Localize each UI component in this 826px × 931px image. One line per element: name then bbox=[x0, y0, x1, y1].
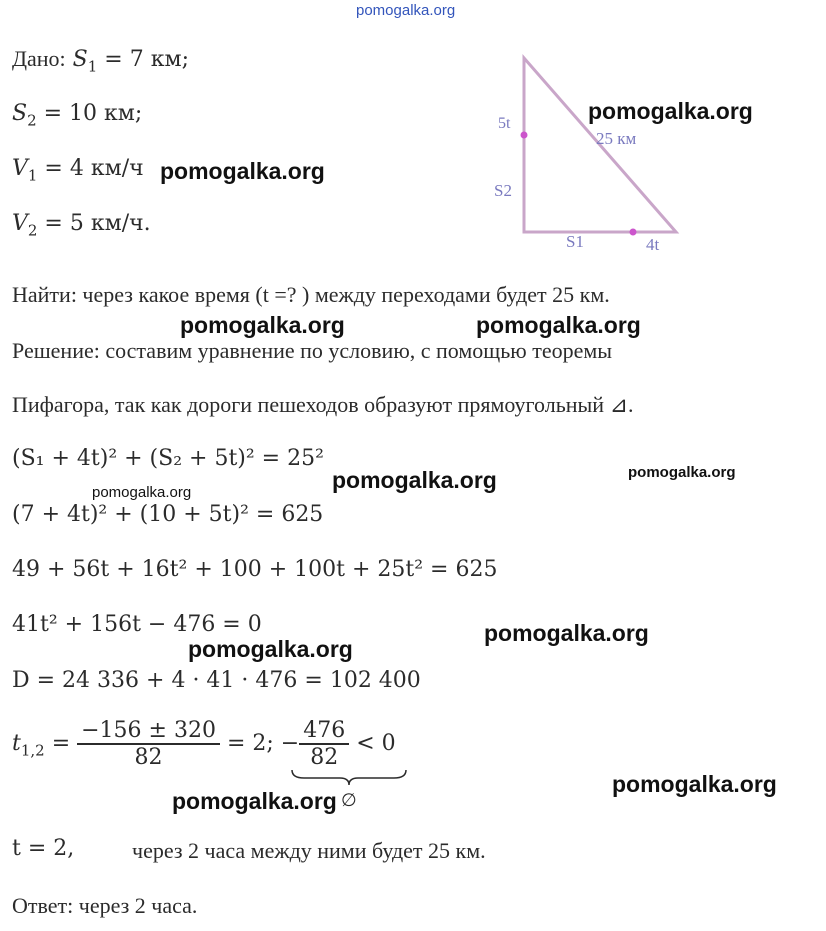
v1-symbol: V bbox=[12, 156, 28, 181]
watermark: pomogalka.org bbox=[180, 312, 345, 338]
equation-1: (S₁ + 4t)² + (S₂ + 5t)² = 25² bbox=[12, 446, 324, 471]
watermark: pomogalka.org bbox=[188, 636, 353, 662]
find-line: Найти: через какое время (t =? ) между переходами будет 25 км. bbox=[12, 282, 610, 307]
empty-set: ∅ bbox=[341, 790, 357, 811]
given-label: Дано: bbox=[12, 46, 66, 71]
s1-sub: 1 bbox=[87, 57, 98, 76]
label-hyp: 25 км bbox=[596, 129, 637, 148]
fraction-2-den: 82 bbox=[310, 745, 339, 770]
fraction-1-den: 82 bbox=[134, 745, 163, 770]
given-v2 bbox=[12, 211, 151, 239]
s2-value: = 10 км; bbox=[36, 101, 143, 126]
watermark: pomogalka.org bbox=[476, 312, 641, 338]
watermark: pomogalka.org bbox=[484, 620, 649, 646]
roots-line bbox=[12, 718, 396, 770]
watermark: pomogalka.org bbox=[628, 464, 736, 481]
v2-symbol: V bbox=[12, 211, 28, 236]
triangle-figure bbox=[480, 50, 710, 260]
fraction-2 bbox=[299, 718, 349, 770]
watermark: pomogalka.org bbox=[160, 158, 325, 184]
fraction-1-num: −156 ± 320 bbox=[77, 718, 220, 745]
given-v1 bbox=[12, 156, 144, 184]
result-eq: t = 2, bbox=[12, 836, 75, 861]
solution-line-2: Пифагора, так как дороги пешеходов образуют прямоугольный ⊿. bbox=[12, 392, 634, 417]
v2-value: = 5 км/ч. bbox=[37, 211, 151, 236]
label-s1: S1 bbox=[566, 232, 584, 251]
s2-sub: 2 bbox=[27, 111, 37, 130]
roots-tail: < 0 bbox=[349, 731, 396, 756]
watermark: pomogalka.org bbox=[612, 771, 777, 797]
label-s2: S2 bbox=[494, 181, 512, 200]
roots-lhs-sub: 1,2 bbox=[20, 741, 45, 760]
roots-eq-sign: = bbox=[44, 731, 78, 756]
roots-mid: = 2; − bbox=[219, 731, 300, 756]
v1-value: = 4 км/ч bbox=[37, 156, 144, 181]
underbrace bbox=[290, 768, 408, 786]
s1-symbol: S bbox=[72, 47, 88, 72]
watermark: pomogalka.org bbox=[332, 467, 497, 493]
answer-line: Ответ: через 2 часа. bbox=[12, 893, 198, 918]
equation-4: 41t² + 156t − 476 = 0 bbox=[12, 612, 262, 637]
point-5t bbox=[521, 132, 528, 139]
s2-symbol: S bbox=[12, 101, 28, 126]
equation-3: 49 + 56t + 16t² + 100 + 100t + 25t² = 625 bbox=[12, 557, 498, 582]
label-4t: 4t bbox=[646, 235, 660, 254]
roots-lhs: t bbox=[12, 731, 21, 756]
equation-2: (7 + 4t)² + (10 + 5t)² = 625 bbox=[12, 502, 324, 527]
point-4t bbox=[630, 229, 637, 236]
top-watermark: pomogalka.org bbox=[356, 2, 456, 19]
equation-5: D = 24 336 + 4 · 41 · 476 = 102 400 bbox=[12, 668, 421, 693]
solution-line-1: Решение: составим уравнение по условию, с помощью теоремы bbox=[12, 338, 613, 363]
given-s2 bbox=[12, 101, 142, 129]
result-text: через 2 часа между ними будет 25 км. bbox=[132, 838, 486, 863]
given-s1 bbox=[12, 46, 189, 75]
fraction-1 bbox=[77, 718, 220, 770]
s1-value: = 7 км; bbox=[97, 47, 189, 72]
watermark: pomogalka.org bbox=[92, 484, 192, 501]
v2-sub: 2 bbox=[27, 221, 38, 240]
watermark: pomogalka.org bbox=[172, 788, 337, 814]
label-5t: 5t bbox=[498, 115, 511, 132]
watermark: pomogalka.org bbox=[588, 98, 753, 124]
v1-sub: 1 bbox=[27, 166, 38, 185]
fraction-2-num: 476 bbox=[299, 718, 349, 745]
